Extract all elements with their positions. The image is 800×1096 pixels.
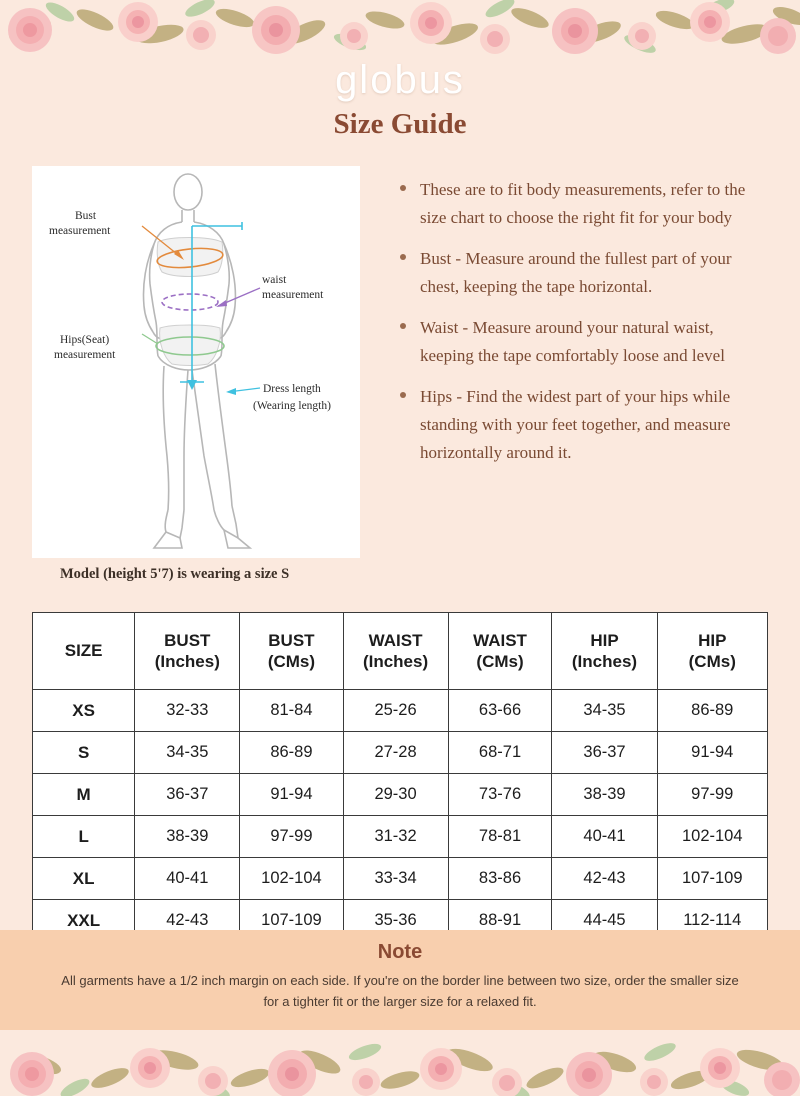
waist-label-line1: waist	[262, 274, 287, 286]
bullet-dot-icon	[400, 323, 406, 329]
cell-bust-inches: 38-39	[135, 816, 240, 858]
cell-hip-inches: 36-37	[552, 732, 657, 774]
table-row	[33, 690, 768, 732]
header-line1: SIZE	[64, 641, 103, 661]
dress-length-label-line2: (Wearing length)	[253, 400, 331, 412]
cell-bust-inches: 42-43	[135, 900, 240, 942]
header-line2: (CMs)	[267, 652, 316, 671]
instruction-item	[398, 314, 764, 370]
note-title: Note	[377, 941, 423, 963]
floral-border-bottom-art	[0, 1038, 800, 1096]
header-line1: BUST	[268, 630, 315, 650]
bust-label-line1: Bust	[75, 210, 97, 222]
header-line1: WAIST	[473, 630, 527, 650]
cell-bust-cms: 107-109	[240, 900, 343, 942]
instruction-text: Waist - Measure around your natural waist, keeping the tape comfortably loose and level	[420, 318, 725, 366]
cell-hip-cms: 86-89	[657, 690, 767, 732]
cell-bust-cms: 91-94	[240, 774, 343, 816]
header-line2: (Inches)	[362, 652, 429, 671]
header-line2: (CMs)	[688, 652, 736, 671]
model-note: Model (height 5'7) is wearing a size S	[60, 566, 290, 582]
table-row	[33, 732, 768, 774]
cell-size: XXL	[33, 900, 135, 942]
table-row	[33, 774, 768, 816]
table-header-row	[33, 613, 768, 690]
cell-bust-inches: 34-35	[135, 732, 240, 774]
cell-waist-cms: 73-76	[448, 774, 552, 816]
column-header-bust-cms	[240, 613, 343, 690]
header-line1: HIP	[698, 630, 727, 650]
cell-waist-cms: 63-66	[448, 690, 552, 732]
cell-waist-inches: 25-26	[343, 690, 448, 732]
cell-waist-cms: 78-81	[448, 816, 552, 858]
floral-border-top-art	[0, 0, 800, 58]
instruction-text: These are to fit body measurements, refer to the size chart to choose the right fit for your body	[420, 180, 746, 228]
hips-label-line1: Hips(Seat)	[60, 334, 110, 346]
cell-hip-inches: 34-35	[552, 690, 657, 732]
instruction-item	[398, 245, 764, 301]
instruction-item	[398, 176, 764, 232]
cell-waist-inches: 27-28	[343, 732, 448, 774]
body-figure-svg	[32, 166, 360, 558]
column-header-waist-inches	[343, 613, 448, 690]
cell-size: M	[33, 774, 135, 816]
waist-label-line2: measurement	[262, 289, 324, 301]
header-line2: (Inches)	[154, 652, 220, 671]
size-chart-table-wrap	[32, 612, 768, 942]
cell-bust-cms: 81-84	[240, 690, 343, 732]
table-row	[33, 816, 768, 858]
cell-bust-cms: 97-99	[240, 816, 343, 858]
note-section	[0, 930, 800, 1030]
instruction-text: Hips - Find the widest part of your hips while standing with your feet together, and measure horizontally around it.	[420, 387, 731, 463]
hips-label-line2: measurement	[54, 349, 116, 361]
cell-bust-inches: 32-33	[135, 690, 240, 732]
measurement-instructions	[398, 176, 764, 480]
instruction-text: Bust - Measure around the fullest part of your chest, keeping the tape horizontal.	[420, 249, 732, 297]
column-header-bust-inches	[135, 613, 240, 690]
column-header-hip-inches	[552, 613, 657, 690]
bullet-dot-icon	[400, 392, 406, 398]
cell-hip-inches: 44-45	[552, 900, 657, 942]
cell-waist-inches: 35-36	[343, 900, 448, 942]
bust-label-line2: measurement	[49, 225, 111, 237]
brand-logo: globus	[335, 58, 465, 102]
size-chart-table	[32, 612, 768, 942]
table-row	[33, 858, 768, 900]
cell-size: XS	[33, 690, 135, 732]
cell-hip-cms: 91-94	[657, 732, 767, 774]
header-line1: HIP	[590, 630, 619, 650]
note-text: All garments have a 1/2 inch margin on each side. If you're on the border line between two size, order the smaller size for a tighter fit or the larger size for a relaxed fit.	[61, 973, 739, 1010]
cell-hip-cms: 97-99	[657, 774, 767, 816]
cell-waist-inches: 33-34	[343, 858, 448, 900]
column-header-size	[33, 613, 135, 690]
cell-bust-inches: 40-41	[135, 858, 240, 900]
header-line2: (CMs)	[476, 652, 524, 671]
cell-hip-inches: 42-43	[552, 858, 657, 900]
cell-size: L	[33, 816, 135, 858]
cell-hip-cms: 102-104	[657, 816, 767, 858]
page-title: Size Guide	[333, 108, 467, 140]
bullet-dot-icon	[400, 254, 406, 260]
dress-length-label-line1: Dress length	[263, 383, 321, 395]
cell-bust-inches: 36-37	[135, 774, 240, 816]
floral-border-top	[0, 0, 800, 58]
bullet-dot-icon	[400, 185, 406, 191]
cell-waist-cms: 68-71	[448, 732, 552, 774]
cell-hip-cms: 107-109	[657, 858, 767, 900]
cell-hip-cms: 112-114	[657, 900, 767, 942]
cell-bust-cms: 86-89	[240, 732, 343, 774]
cell-size: XL	[33, 858, 135, 900]
cell-hip-inches: 40-41	[552, 816, 657, 858]
column-header-waist-cms	[448, 613, 552, 690]
cell-hip-inches: 38-39	[552, 774, 657, 816]
header-line2: (Inches)	[571, 652, 638, 671]
body-measurement-illustration	[32, 166, 360, 558]
cell-waist-inches: 31-32	[343, 816, 448, 858]
cell-waist-cms: 88-91	[448, 900, 552, 942]
cell-size: S	[33, 732, 135, 774]
column-header-hip-cms	[657, 613, 767, 690]
floral-border-bottom	[0, 1038, 800, 1096]
instruction-item	[398, 383, 764, 467]
cell-waist-inches: 29-30	[343, 774, 448, 816]
cell-bust-cms: 102-104	[240, 858, 343, 900]
cell-waist-cms: 83-86	[448, 858, 552, 900]
header-line1: WAIST	[368, 630, 423, 650]
header-line1: BUST	[164, 630, 211, 650]
